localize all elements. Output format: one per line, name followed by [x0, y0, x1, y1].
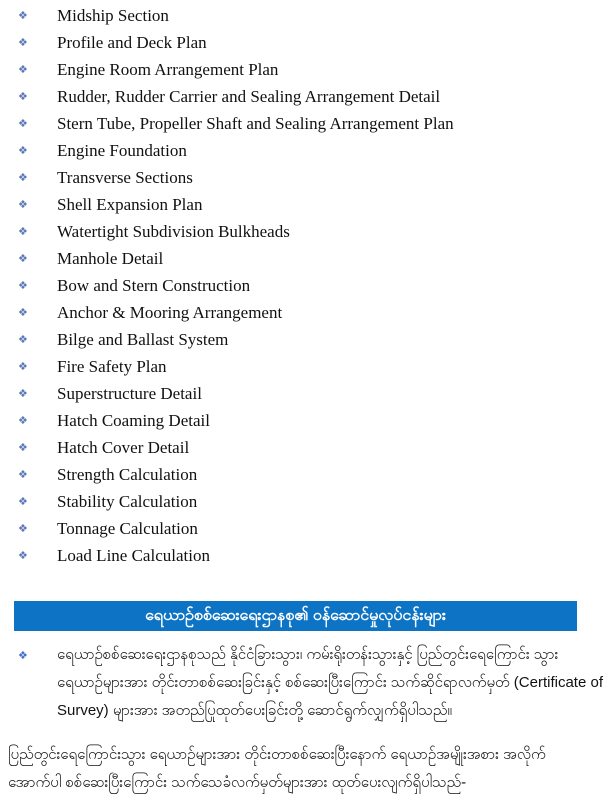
diamond-bullet-icon: ❖	[18, 306, 28, 319]
diamond-bullet-icon: ❖	[18, 144, 28, 157]
list-item	[8, 137, 606, 164]
paragraph-line: ရေယာဉ်စစ်ဆေးရေးဌာနစုသည် နိုင်ငံခြားသွား၊ ကမ်းရိုးတန်းသွားနှင့် ပြည်တွင်းရေကြောင်း သွား	[57, 646, 559, 663]
section-header-text: ရေယာဉ်စစ်ဆေးရေးဌာနစု၏ ဝန်ဆောင်မှုလုပ်ငန်းများ	[145, 607, 446, 624]
list-item	[8, 29, 606, 56]
list-item	[8, 461, 606, 488]
list-item-label: Transverse Sections	[57, 168, 193, 187]
list-item-label: Midship Section	[57, 6, 169, 25]
list-item-label: Hatch Cover Detail	[57, 438, 190, 457]
services-paragraph	[8, 641, 606, 725]
list-item-label: Tonnage Calculation	[57, 519, 198, 538]
diamond-bullet-icon: ❖	[18, 414, 28, 427]
list-item-label: Anchor & Mooring Arrangement	[57, 303, 283, 322]
section-header-banner	[14, 601, 577, 631]
list-item	[8, 110, 606, 137]
list-item	[8, 245, 606, 272]
diamond-bullet-icon: ❖	[18, 441, 28, 454]
list-item	[8, 353, 606, 380]
ship-plan-list	[8, 2, 606, 569]
list-item-label: Superstructure Detail	[57, 384, 202, 403]
closing-paragraph	[8, 741, 606, 797]
list-item-label: Profile and Deck Plan	[57, 33, 207, 52]
list-item-label: Bilge and Ballast System	[57, 330, 229, 349]
diamond-bullet-icon: ❖	[18, 90, 28, 103]
diamond-bullet-icon: ❖	[18, 387, 28, 400]
diamond-bullet-icon: ❖	[18, 225, 28, 238]
diamond-bullet-icon: ❖	[18, 360, 28, 373]
diamond-bullet-icon: ❖	[18, 198, 28, 211]
list-item	[8, 191, 606, 218]
list-item	[8, 299, 606, 326]
list-item	[8, 542, 606, 569]
list-item	[8, 434, 606, 461]
list-item-label: Engine Foundation	[57, 141, 187, 160]
diamond-bullet-icon: ❖	[18, 549, 28, 562]
list-item-label: Strength Calculation	[57, 465, 198, 484]
diamond-bullet-icon: ❖	[18, 522, 28, 535]
list-item-label: Manhole Detail	[57, 249, 164, 268]
list-item-label: Stern Tube, Propeller Shaft and Sealing Arrangement Plan	[57, 114, 454, 133]
list-item-label: Load Line Calculation	[57, 546, 210, 565]
diamond-bullet-icon: ❖	[18, 468, 28, 481]
list-item	[8, 218, 606, 245]
diamond-bullet-icon: ❖	[18, 63, 28, 76]
diamond-bullet-icon: ❖	[18, 9, 28, 22]
diamond-bullet-icon: ❖	[18, 279, 28, 292]
list-item-label: Shell Expansion Plan	[57, 195, 203, 214]
list-item	[8, 515, 606, 542]
paragraph-line: အောက်ပါ စစ်ဆေးပြီးကြောင်း သက်သေခံလက်မှတ်များအား ထုတ်ပေးလျက်ရှိပါသည်-	[8, 774, 467, 791]
diamond-bullet-icon: ❖	[18, 117, 28, 130]
list-item	[8, 56, 606, 83]
list-item-label: Rudder, Rudder Carrier and Sealing Arrangement Detail	[57, 87, 441, 106]
list-item	[8, 380, 606, 407]
list-item	[8, 164, 606, 191]
list-item	[8, 326, 606, 353]
diamond-bullet-icon: ❖	[18, 333, 28, 346]
diamond-bullet-icon: ❖	[18, 495, 28, 508]
diamond-bullet-icon: ❖	[18, 252, 28, 265]
diamond-bullet-icon: ❖	[18, 649, 28, 662]
services-paragraph-text	[57, 641, 606, 725]
list-item-label: Stability Calculation	[57, 492, 198, 511]
diamond-bullet-icon: ❖	[18, 36, 28, 49]
paragraph-line: Survey) များအား အတည်ပြုထုတ်ပေးခြင်းတို့ ဆောင်ရွက်လျှက်ရှိပါသည်။	[57, 702, 452, 719]
list-item	[8, 2, 606, 29]
list-item	[8, 272, 606, 299]
paragraph-line: ပြည်တွင်းရေကြောင်းသွား ရေယာဉ်များအား တိုင်းတာစစ်ဆေးပြီးနောက် ရေယာဉ်အမျိုးအစား အလိုက်	[8, 746, 546, 763]
list-item-label: Fire Safety Plan	[57, 357, 167, 376]
list-item-label: Hatch Coaming Detail	[57, 411, 210, 430]
diamond-bullet-icon: ❖	[18, 171, 28, 184]
paragraph-line: ရေယာဉ်များအား တိုင်းတာစစ်ဆေးခြင်းနှင့် စစ်ဆေးပြီးကြောင်း သက်ဆိုင်ရာလက်မှတ် (Certificate of	[57, 674, 603, 691]
list-item	[8, 407, 606, 434]
list-item	[8, 83, 606, 110]
list-item-label: Engine Room Arrangement Plan	[57, 60, 279, 79]
list-item-label: Watertight Subdivision Bulkheads	[57, 222, 290, 241]
list-item	[8, 488, 606, 515]
list-item-label: Bow and Stern Construction	[57, 276, 251, 295]
